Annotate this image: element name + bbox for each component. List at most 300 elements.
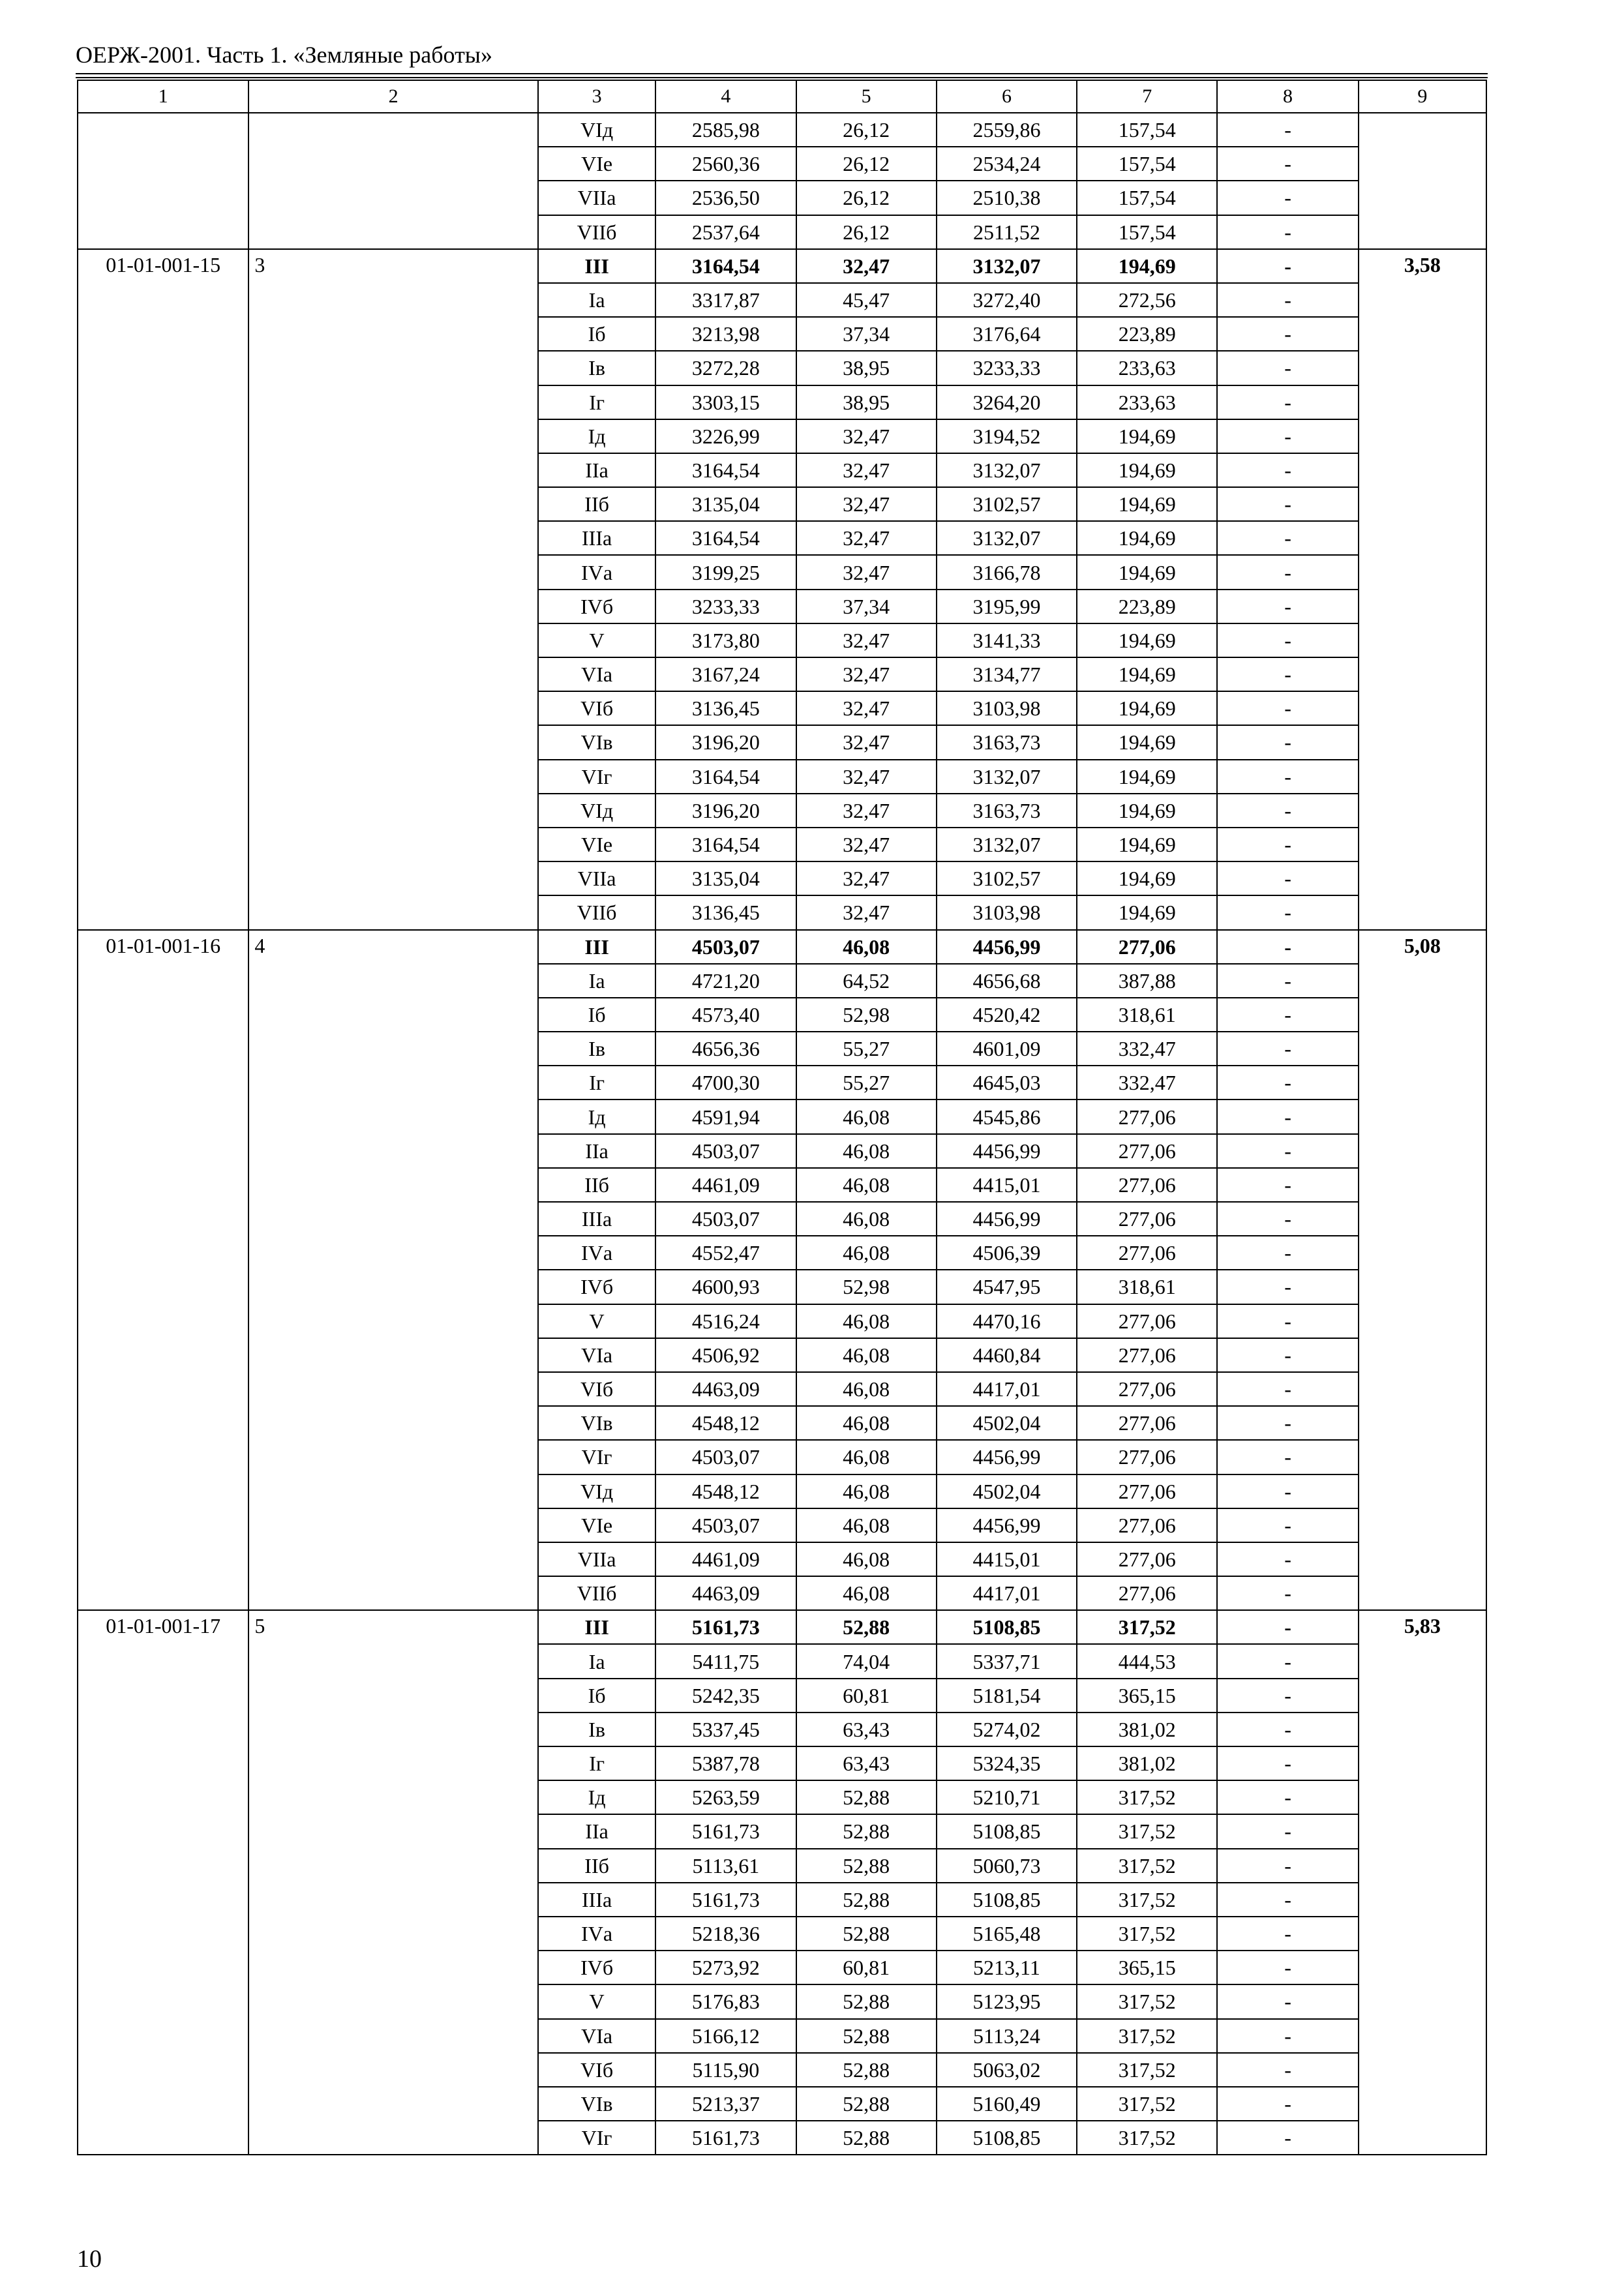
cell-c5: 52,88 [796,2019,937,2053]
cell-c7: 332,47 [1077,1066,1217,1100]
cell-c3: VIд [538,1474,655,1508]
cell-c4: 4503,07 [655,1202,796,1236]
cell-c6: 5123,95 [937,1984,1077,2018]
cell-c4: 4503,07 [655,1508,796,1542]
cell-c6: 5063,02 [937,2053,1077,2087]
cell-c5: 52,88 [796,1814,937,1848]
group-column-9-cell: 5,08 [1359,930,1486,1611]
cell-c4: 5113,61 [655,1849,796,1883]
cell-c6: 2511,52 [937,215,1077,249]
cell-c5: 38,95 [796,385,937,419]
cell-c3: VIIб [538,895,655,929]
cell-c6: 3132,07 [937,521,1077,555]
cell-c3: VIв [538,725,655,759]
cell-c4: 2585,98 [655,113,796,147]
cell-c5: 46,08 [796,1168,937,1202]
cell-c5: 32,47 [796,487,937,521]
cell-c4: 3226,99 [655,419,796,453]
cell-c8: - [1217,555,1358,589]
cell-c6: 2534,24 [937,147,1077,181]
cell-c6: 4645,03 [937,1066,1077,1100]
cell-c4: 5218,36 [655,1917,796,1951]
cell-c6: 3134,77 [937,657,1077,691]
cell-c8: - [1217,1542,1358,1576]
cell-c7: 194,69 [1077,487,1217,521]
cell-c4: 4600,93 [655,1270,796,1304]
rate-code-cell: 01-01-001-17 [78,1610,248,2155]
cell-c5: 60,81 [796,1951,937,1984]
cell-c6: 3163,73 [937,794,1077,828]
cell-c3: VIIа [538,861,655,895]
cell-c7: 194,69 [1077,521,1217,555]
cell-c3: IIб [538,1168,655,1202]
cell-c7: 277,06 [1077,1168,1217,1202]
cell-c4: 3136,45 [655,895,796,929]
table-row [78,249,1486,283]
cell-c4: 4552,47 [655,1236,796,1270]
cell-c4: 3196,20 [655,725,796,759]
cell-c8: - [1217,113,1358,147]
cell-c5: 46,08 [796,1134,937,1168]
cell-c3: Iд [538,419,655,453]
cell-c6: 3194,52 [937,419,1077,453]
cell-c5: 32,47 [796,828,937,861]
cell-c5: 46,08 [796,1202,937,1236]
cell-c5: 26,12 [796,215,937,249]
cell-c4: 4700,30 [655,1066,796,1100]
cell-c6: 4460,84 [937,1338,1077,1372]
cell-c4: 3135,04 [655,487,796,521]
cell-c7: 194,69 [1077,794,1217,828]
cell-c5: 32,47 [796,861,937,895]
cell-c4: 3199,25 [655,555,796,589]
cell-c5: 26,12 [796,113,937,147]
cell-c6: 5274,02 [937,1713,1077,1746]
cell-c4: 3164,54 [655,760,796,794]
cell-c3: IIIа [538,521,655,555]
cell-c3: VIIб [538,1576,655,1610]
cell-c7: 233,63 [1077,351,1217,385]
cell-c7: 157,54 [1077,113,1217,147]
cell-c4: 4506,92 [655,1338,796,1372]
cell-c4: 3272,28 [655,351,796,385]
cell-c3: VIе [538,147,655,181]
rates-table [77,80,1487,2155]
cell-c6: 4415,01 [937,1168,1077,1202]
cell-c5: 52,88 [796,1917,937,1951]
cell-c8: - [1217,1679,1358,1713]
cell-c6: 5160,49 [937,2087,1077,2121]
cell-c6: 4545,86 [937,1100,1077,1133]
cell-c5: 46,08 [796,1474,937,1508]
cell-c6: 5113,24 [937,2019,1077,2053]
cell-c8: - [1217,930,1358,964]
cell-c7: 277,06 [1077,1236,1217,1270]
cell-c7: 317,52 [1077,2087,1217,2121]
cell-c7: 381,02 [1077,1713,1217,1746]
group-column-2-cell [248,113,538,249]
cell-c8: - [1217,385,1358,419]
cell-c5: 32,47 [796,657,937,691]
cell-c4: 4503,07 [655,1440,796,1474]
cell-c6: 5165,48 [937,1917,1077,1951]
cell-c3: VIа [538,1338,655,1372]
cell-c6: 3272,40 [937,283,1077,317]
cell-c8: - [1217,249,1358,283]
cell-c6: 4520,42 [937,998,1077,1032]
cell-c3: Iб [538,998,655,1032]
cell-c8: - [1217,691,1358,725]
cell-c5: 46,08 [796,1100,937,1133]
cell-c8: - [1217,1951,1358,1984]
cell-c6: 3132,07 [937,760,1077,794]
cell-c4: 4548,12 [655,1406,796,1440]
cell-c7: 317,52 [1077,1780,1217,1814]
cell-c3: IIб [538,487,655,521]
cell-c5: 55,27 [796,1066,937,1100]
cell-c7: 277,06 [1077,1202,1217,1236]
cell-c7: 194,69 [1077,691,1217,725]
cell-c5: 52,98 [796,1270,937,1304]
cell-c3: IIб [538,1849,655,1883]
column-number-cell: 8 [1217,80,1358,113]
cell-c6: 4415,01 [937,1542,1077,1576]
cell-c7: 277,06 [1077,1304,1217,1338]
cell-c4: 5176,83 [655,1984,796,2018]
cell-c3: Iа [538,964,655,998]
cell-c7: 317,52 [1077,1917,1217,1951]
cell-c8: - [1217,1032,1358,1066]
cell-c6: 3233,33 [937,351,1077,385]
cell-c4: 5387,78 [655,1746,796,1780]
cell-c5: 32,47 [796,555,937,589]
cell-c8: - [1217,2053,1358,2087]
cell-c8: - [1217,419,1358,453]
cell-c3: IIа [538,1814,655,1848]
cell-c3: IVа [538,1236,655,1270]
group-column-9-cell [1359,113,1486,249]
cell-c7: 194,69 [1077,760,1217,794]
cell-c3: III [538,930,655,964]
cell-c3: VIIа [538,181,655,215]
cell-c8: - [1217,657,1358,691]
cell-c8: - [1217,1883,1358,1917]
cell-c5: 63,43 [796,1713,937,1746]
table-row [78,113,1486,147]
cell-c4: 5166,12 [655,2019,796,2053]
cell-c6: 3195,99 [937,590,1077,623]
cell-c8: - [1217,1780,1358,1814]
group-column-2-cell: 5 [248,1610,538,2155]
cell-c8: - [1217,1168,1358,1202]
cell-c7: 444,53 [1077,1644,1217,1678]
cell-c5: 63,43 [796,1746,937,1780]
cell-c8: - [1217,1338,1358,1372]
column-number-cell: 7 [1077,80,1217,113]
cell-c7: 317,52 [1077,2121,1217,2155]
cell-c6: 5210,71 [937,1780,1077,1814]
header-rule-top [76,73,1488,74]
cell-c7: 157,54 [1077,181,1217,215]
cell-c3: Iг [538,1746,655,1780]
cell-c8: - [1217,1644,1358,1678]
cell-c7: 194,69 [1077,249,1217,283]
cell-c8: - [1217,2087,1358,2121]
cell-c4: 3213,98 [655,317,796,351]
cell-c5: 32,47 [796,725,937,759]
cell-c4: 2537,64 [655,215,796,249]
cell-c5: 60,81 [796,1679,937,1713]
cell-c3: IVа [538,1917,655,1951]
cell-c6: 3264,20 [937,385,1077,419]
cell-c6: 4456,99 [937,1508,1077,1542]
cell-c8: - [1217,1610,1358,1644]
cell-c4: 4721,20 [655,964,796,998]
cell-c7: 317,52 [1077,1849,1217,1883]
group-column-2-cell: 3 [248,249,538,930]
cell-c3: Iв [538,351,655,385]
cell-c8: - [1217,1236,1358,1270]
cell-c6: 5108,85 [937,1610,1077,1644]
cell-c5: 46,08 [796,1338,937,1372]
cell-c5: 52,88 [796,1849,937,1883]
cell-c7: 317,52 [1077,2053,1217,2087]
cell-c8: - [1217,2121,1358,2155]
cell-c4: 4548,12 [655,1474,796,1508]
cell-c6: 4601,09 [937,1032,1077,1066]
cell-c6: 5108,85 [937,2121,1077,2155]
cell-c8: - [1217,453,1358,487]
cell-c3: III [538,1610,655,1644]
cell-c5: 37,34 [796,317,937,351]
cell-c5: 52,88 [796,2121,937,2155]
cell-c4: 5242,35 [655,1679,796,1713]
cell-c5: 52,98 [796,998,937,1032]
cell-c6: 5181,54 [937,1679,1077,1713]
cell-c5: 32,47 [796,419,937,453]
cell-c4: 4463,09 [655,1576,796,1610]
cell-c8: - [1217,794,1358,828]
cell-c7: 277,06 [1077,1372,1217,1406]
cell-c3: V [538,1304,655,1338]
cell-c8: - [1217,1134,1358,1168]
cell-c4: 5161,73 [655,1883,796,1917]
cell-c6: 4506,39 [937,1236,1077,1270]
rate-code-cell [78,113,248,249]
cell-c8: - [1217,1508,1358,1542]
cell-c7: 194,69 [1077,555,1217,589]
cell-c3: IVа [538,555,655,589]
cell-c4: 5161,73 [655,1610,796,1644]
cell-c3: VIа [538,657,655,691]
cell-c3: IIа [538,1134,655,1168]
cell-c7: 194,69 [1077,895,1217,929]
cell-c4: 4591,94 [655,1100,796,1133]
cell-c6: 3132,07 [937,249,1077,283]
cell-c7: 157,54 [1077,147,1217,181]
cell-c4: 3167,24 [655,657,796,691]
cell-c6: 3163,73 [937,725,1077,759]
cell-c6: 2510,38 [937,181,1077,215]
cell-c8: - [1217,828,1358,861]
table-row [78,1610,1486,1644]
cell-c7: 194,69 [1077,725,1217,759]
cell-c6: 3102,57 [937,861,1077,895]
cell-c8: - [1217,760,1358,794]
column-number-cell: 2 [248,80,538,113]
cell-c8: - [1217,147,1358,181]
cell-c5: 32,47 [796,249,937,283]
cell-c5: 46,08 [796,1236,937,1270]
cell-c3: VIв [538,1406,655,1440]
cell-c7: 318,61 [1077,998,1217,1032]
cell-c8: - [1217,181,1358,215]
cell-c5: 74,04 [796,1644,937,1678]
cell-c5: 46,08 [796,1304,937,1338]
cell-c3: Iб [538,1679,655,1713]
cell-c5: 32,47 [796,453,937,487]
cell-c8: - [1217,487,1358,521]
group-column-9-cell: 3,58 [1359,249,1486,930]
cell-c3: IVб [538,1270,655,1304]
group-column-9-cell: 5,83 [1359,1610,1486,2155]
cell-c4: 3233,33 [655,590,796,623]
cell-c4: 5337,45 [655,1713,796,1746]
cell-c3: VIв [538,2087,655,2121]
cell-c8: - [1217,1917,1358,1951]
cell-c4: 3173,80 [655,623,796,657]
cell-c7: 317,52 [1077,1610,1217,1644]
cell-c8: - [1217,1746,1358,1780]
cell-c5: 52,88 [796,1780,937,1814]
cell-c3: IIIа [538,1202,655,1236]
cell-c6: 5060,73 [937,1849,1077,1883]
cell-c3: Iг [538,385,655,419]
cell-c8: - [1217,1849,1358,1883]
cell-c7: 272,56 [1077,283,1217,317]
cell-c3: Iб [538,317,655,351]
cell-c7: 277,06 [1077,1406,1217,1440]
cell-c3: VIе [538,1508,655,1542]
cell-c8: - [1217,1713,1358,1746]
cell-c7: 223,89 [1077,590,1217,623]
cell-c7: 277,06 [1077,1576,1217,1610]
cell-c8: - [1217,317,1358,351]
cell-c5: 46,08 [796,1508,937,1542]
cell-c3: IIа [538,453,655,487]
cell-c6: 4470,16 [937,1304,1077,1338]
cell-c5: 52,88 [796,2087,937,2121]
column-number-cell: 1 [78,80,248,113]
cell-c6: 5108,85 [937,1814,1077,1848]
page-number: 10 [77,2245,102,2273]
cell-c6: 4456,99 [937,1134,1077,1168]
cell-c7: 194,69 [1077,657,1217,691]
cell-c5: 52,88 [796,1610,937,1644]
cell-c7: 277,06 [1077,1474,1217,1508]
rate-code-cell: 01-01-001-15 [78,249,248,930]
cell-c6: 4547,95 [937,1270,1077,1304]
cell-c8: - [1217,725,1358,759]
cell-c6: 5213,11 [937,1951,1077,1984]
cell-c4: 5213,37 [655,2087,796,2121]
cell-c4: 2560,36 [655,147,796,181]
cell-c7: 277,06 [1077,930,1217,964]
cell-c5: 52,88 [796,1883,937,1917]
cell-c5: 32,47 [796,760,937,794]
cell-c7: 194,69 [1077,419,1217,453]
cell-c3: VIIб [538,215,655,249]
cell-c4: 5411,75 [655,1644,796,1678]
cell-c8: - [1217,1576,1358,1610]
group-column-2-cell: 4 [248,930,538,1611]
cell-c4: 3164,54 [655,521,796,555]
cell-c6: 3132,07 [937,453,1077,487]
cell-c8: - [1217,1814,1358,1848]
cell-c6: 5324,35 [937,1746,1077,1780]
column-number-cell: 3 [538,80,655,113]
cell-c6: 3132,07 [937,828,1077,861]
cell-c3: Iв [538,1713,655,1746]
table-body [78,80,1486,2155]
cell-c7: 317,52 [1077,1883,1217,1917]
column-number-row [78,80,1486,113]
cell-c3: IIIа [538,1883,655,1917]
cell-c7: 277,06 [1077,1508,1217,1542]
cell-c3: V [538,623,655,657]
cell-c8: - [1217,215,1358,249]
cell-c6: 4456,99 [937,1202,1077,1236]
cell-c3: VIг [538,760,655,794]
cell-c3: VIд [538,113,655,147]
cell-c6: 4417,01 [937,1372,1077,1406]
cell-c3: Iд [538,1780,655,1814]
cell-c8: - [1217,1474,1358,1508]
cell-c8: - [1217,1066,1358,1100]
cell-c3: Iд [538,1100,655,1133]
cell-c6: 4417,01 [937,1576,1077,1610]
cell-c4: 4461,09 [655,1542,796,1576]
cell-c8: - [1217,2019,1358,2053]
cell-c5: 55,27 [796,1032,937,1066]
cell-c7: 277,06 [1077,1440,1217,1474]
cell-c8: - [1217,964,1358,998]
cell-c5: 52,88 [796,1984,937,2018]
cell-c7: 233,63 [1077,385,1217,419]
cell-c7: 277,06 [1077,1338,1217,1372]
cell-c6: 4456,99 [937,930,1077,964]
cell-c3: III [538,249,655,283]
cell-c3: VIб [538,1372,655,1406]
cell-c5: 32,47 [796,623,937,657]
cell-c7: 277,06 [1077,1134,1217,1168]
cell-c8: - [1217,1406,1358,1440]
cell-c6: 3103,98 [937,691,1077,725]
cell-c3: Iа [538,283,655,317]
cell-c6: 3176,64 [937,317,1077,351]
cell-c3: Iа [538,1644,655,1678]
cell-c3: VIд [538,794,655,828]
cell-c3: VIб [538,2053,655,2087]
cell-c7: 317,52 [1077,1814,1217,1848]
cell-c7: 381,02 [1077,1746,1217,1780]
cell-c6: 3166,78 [937,555,1077,589]
table-row [78,930,1486,964]
cell-c8: - [1217,1372,1358,1406]
cell-c4: 4656,36 [655,1032,796,1066]
cell-c7: 277,06 [1077,1542,1217,1576]
cell-c8: - [1217,1304,1358,1338]
